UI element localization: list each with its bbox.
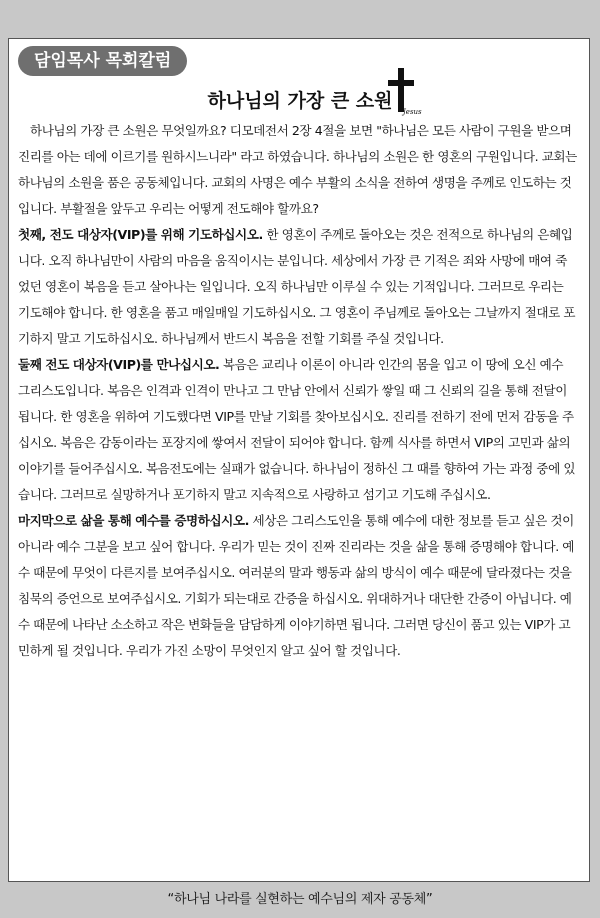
cross-horizontal	[388, 80, 414, 86]
paragraph-1-text: 하나님의 가장 큰 소원은 무엇일까요? 디모데전서 2장 4절을 보면 "하나님은 모든 사람이 구원을 받으며 진리를 아는 데에 이르기를 원하시느니라" 라고 하였습니다. 하나님의 소원은 한 영혼의 구원입니다. 교회는 하나님의 소원을 품은 공동체입니다. 교회의 사명은 예수 부활의 소식을 전하여 생명을 주께로 인도하는 것입니다. 부활절을 앞두고 우리는 어떻게 전도해야 할까요?	[18, 123, 577, 216]
paragraph-3	[18, 352, 578, 508]
paragraph-3-text: 복음은 교리나 이론이 아니라 인간의 몸을 입고 이 땅에 오신 예수 그리스도입니다. 복음은 인격과 인격이 만나고 그 만남 안에서 신뢰가 쌓일 때 그 신뢰의 길을 통해 전달이 됩니다. 한 영혼을 위하여 기도했다면 VIP를 만날 기회를 찾아보십시오. 진리를 전하기 전에 먼저 감동을 주십시오. 복음은 감동이라는 포장지에 쌓여서 전달이 되어야 합니다. 함께 식사를 하면서 VIP의 고민과 삶의 이야기를 들어주십시오. 복음전도에는 실패가 없습니다. 하나님이 정하신 그 때를 향하여 가는 과정 중에 있습니다. 그러므로 실망하거나 포기하지 말고 지속적으로 사랑하고 섬기고 기도해 주십시오.	[18, 357, 576, 502]
paragraph-4-lead: 마지막으로 삶을 통해 예수를 증명하십시오.	[18, 513, 249, 528]
paragraph-1	[18, 118, 578, 222]
paragraph-4	[18, 508, 578, 664]
column-category-tag: 담임목사 목회칼럼	[18, 46, 187, 76]
cross-vertical	[398, 68, 404, 112]
paragraph-2	[18, 222, 578, 352]
title-row	[0, 86, 600, 113]
cross-logo-icon	[384, 68, 428, 118]
paragraph-3-lead: 둘째 전도 대상자(VIP)를 만나십시오.	[18, 357, 220, 372]
footer-motto: “하나님 나라를 실현하는 예수님의 제자 공동체”	[167, 892, 433, 907]
column-title: 하나님의 가장 큰 소원	[207, 90, 393, 112]
paragraph-4-text: 세상은 그리스도인을 통해 예수에 대한 정보를 듣고 싶은 것이 아니라 예수 그분을 보고 싶어 합니다. 우리가 믿는 것이 진짜 진리라는 것을 삶을 통해 증명해야 합니다. 예수 때문에 무엇이 다른지를 보여주십시오. 여러분의 말과 행동과 삶의 방식이 예수 때문에 달라졌다는 것을 침묵의 증언으로 보여주십시오. 기회가 되는대로 간증을 하십시오. 위대하거나 대단한 간증이 아닙니다. 예수 때문에 나타난 소소하고 작은 변화들을 담담하게 이야기하면 됩니다. 그러면 당신이 품고 있는 VIP가 고민하게 될 것입니다. 우리가 가진 소망이 무엇인지 알고 싶어 할 것입니다.	[18, 513, 575, 658]
column-body	[18, 118, 578, 664]
cross-logo-word: Jesus	[403, 108, 422, 116]
paragraph-2-text: 한 영혼이 주께로 돌아오는 것은 전적으로 하나님의 은혜입니다. 오직 하나님만이 사람의 마음을 움직이시는 분입니다. 세상에서 가장 큰 기적은 죄와 사망에 매여 죽었던 영혼이 복음을 듣고 살아나는 일입니다. 오직 하나님만 이루실 수 있는 기적입니다. 그러므로 우리는 기도해야 합니다. 한 영혼을 품고 매일매일 기도하십시오. 그 영혼이 주님께로 돌아오는 그날까지 절대로 포기하지 말고 기도하십시오. 하나님께서 반드시 복음을 전할 기회를 주실 것입니다.	[18, 227, 576, 346]
paragraph-2-lead: 첫째, 전도 대상자(VIP)를 위해 기도하십시오.	[18, 227, 263, 242]
